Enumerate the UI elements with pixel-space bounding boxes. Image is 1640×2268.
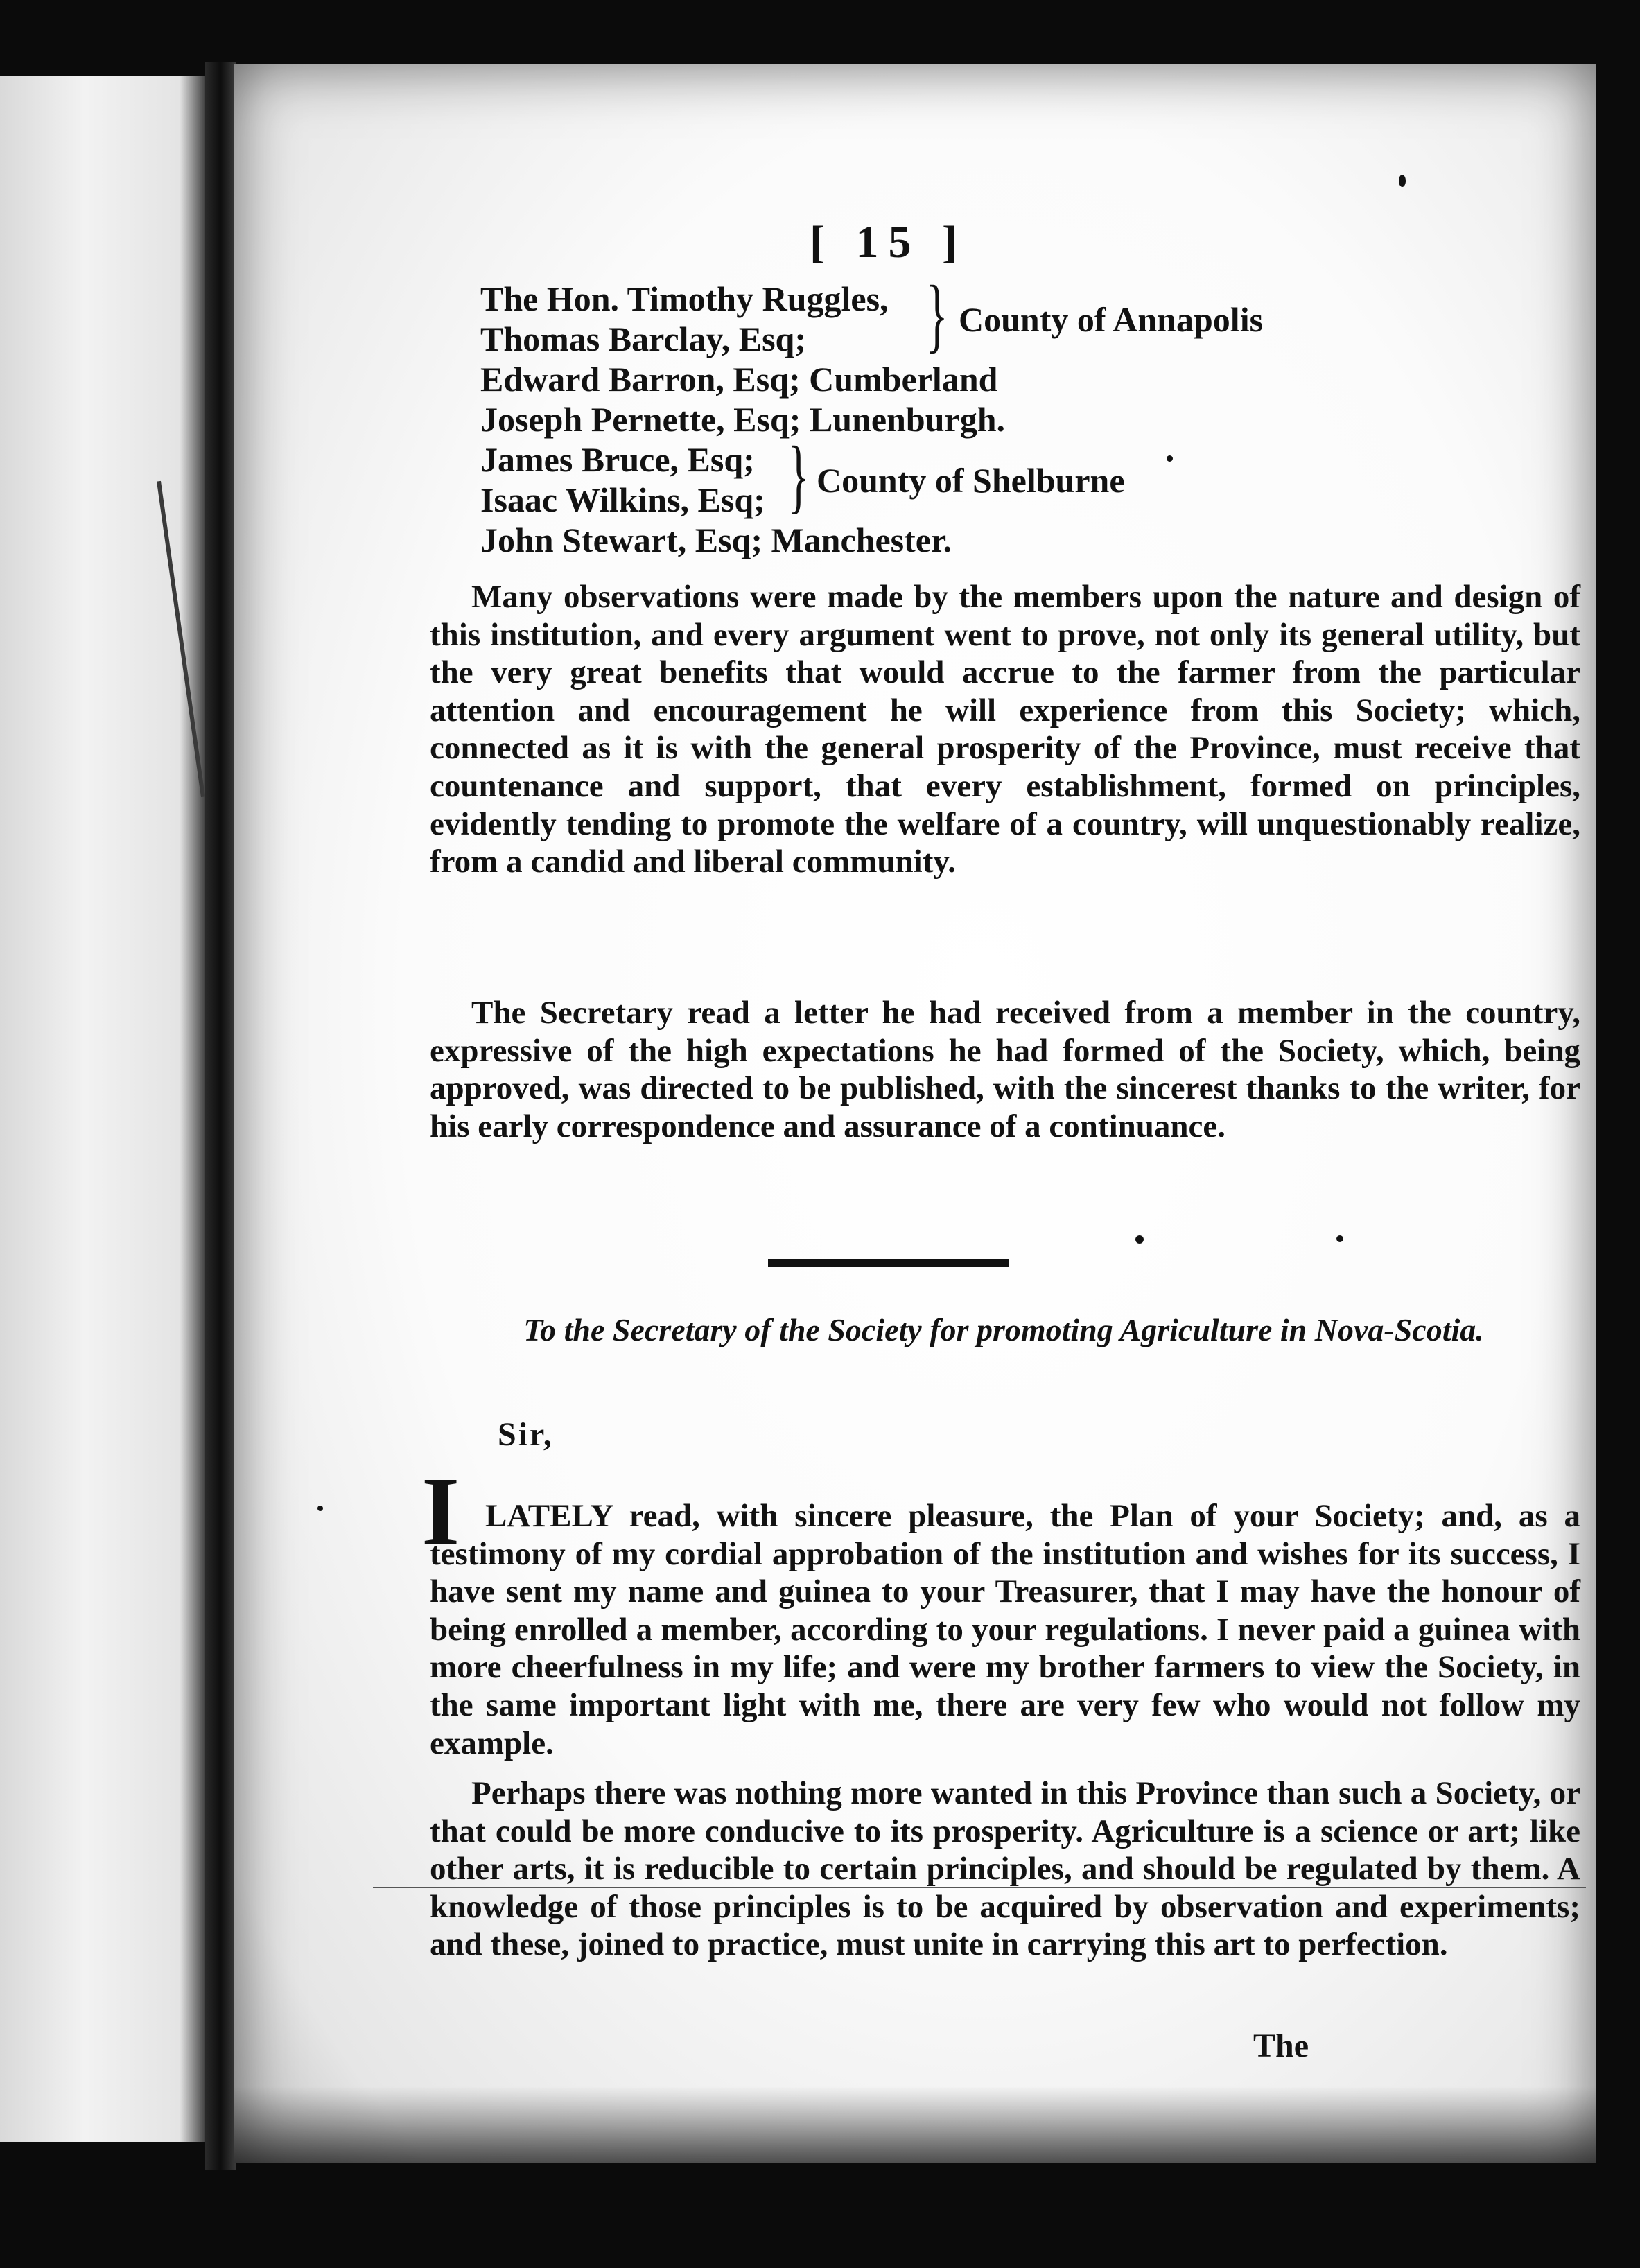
gutter-shadow [205, 62, 236, 2170]
member-line: James Bruce, Esq; [480, 440, 755, 479]
member-line: John Stewart, Esq; Manchester. [480, 521, 952, 559]
county-annapolis: County of Annapolis [959, 300, 1264, 339]
ink-speck [317, 1506, 323, 1511]
letter-heading: To the Secretary of the Society for promoting Agriculture in Nova-Scotia. [523, 1312, 1484, 1347]
member-line: Thomas Barclay, Esq; [480, 320, 806, 358]
member-line: Isaac Wilkins, Esq; [480, 480, 765, 519]
letter-first-paragraph [430, 1497, 1580, 1762]
member-line: Joseph Pernette, Esq; Lunenburgh. [480, 400, 1006, 439]
document-page [234, 64, 1596, 2163]
letter-second-paragraph: Perhaps there was nothing more wanted in this Province than such a Society, or that could be more conducive to its prosperity. Agriculture is a science or art; like other arts, it is reducible to certain principles, and should be regulated by them. A knowledge of those principles is to be acquired by observation and experiments; and these, joined to practice, must unite in carrying this art to perfection. [430, 1775, 1580, 1963]
facing-page-edge [0, 76, 211, 2142]
county-shelburne: County of Shelburne [817, 461, 1125, 500]
catchword: The [1253, 2027, 1309, 2064]
paragraph-observations: Many observations were made by the members upon the nature and design of this institution, and every argument went to prove, not only its general utility, but the very great benefits that would accrue to the farmer from the particular attention and encouragement he will experience from this Society; which, connected as it is with the general prosperity of the Province, must receive that countenance and support, that every establishment, formed on principles, evidently tending to promote the welfare of a country, will unquestionably realize, from a candid and liberal community. [430, 579, 1580, 880]
letter-salutation: Sir, [498, 1416, 554, 1453]
ink-speck [1399, 175, 1406, 187]
paragraph-secretary: The Secretary read a letter he had received from a member in the country, expressive of the high expectations he had formed of the Society, which, being approved, was directed to be published, with the sincerest thanks to the writer, for his early correspondence and assurance of a continuance. [430, 995, 1580, 1144]
member-line: Edward Barron, Esq; Cumberland [480, 360, 998, 399]
drop-cap: I [421, 1456, 460, 1566]
ink-speck [1336, 1235, 1343, 1242]
section-rule [768, 1259, 1009, 1267]
brace-shelburne: } [787, 429, 810, 521]
brace-annapolis: } [925, 268, 948, 360]
letter-first-text: LATELY read, with sincere pleasure, the Plan of your Society; and, as a testimony of my cordial approbation of the institution and wishes for its success, I have sent my name and guinea to your Treasurer, that I may have the honour of being enrolled a member, according to your regulations. I never paid a guinea with more cheerfulness in my life; and were my brother farmers to view the Society, in the same important light with me, there are very few who would not follow my example. [430, 1498, 1580, 1761]
member-list [480, 268, 1264, 560]
page-number: [ 15 ] [810, 217, 967, 268]
page-bottom-shadow [234, 2086, 1596, 2163]
member-line: The Hon. Timothy Ruggles, [480, 279, 889, 318]
ink-speck [1135, 1235, 1144, 1244]
ink-speck [1167, 455, 1173, 462]
